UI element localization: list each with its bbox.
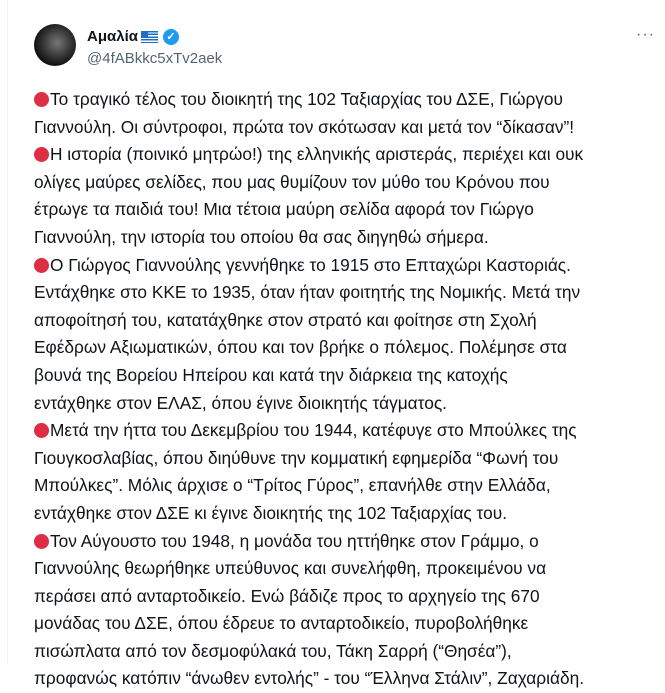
tweet-text-line (34, 141, 584, 169)
line-text: Γιαννούλη. Οι σύντροφοι, πρώτα τον σκότωσαν και μετά τον “δίκασαν”! (34, 116, 575, 137)
tweet-text-line (34, 390, 584, 418)
line-text: βουνά της Βορείου Ηπείρου και κατά την διάρκεια της κατοχής (34, 364, 508, 385)
more-options-icon[interactable]: ··· (636, 26, 655, 43)
tweet-text-line (34, 665, 584, 693)
line-text: μονάδας του ΔΣΕ, όπου έδρευε το ανταρτοδικείο, πυροβολήθηκε (34, 613, 529, 634)
line-text: Το τραγικό τέλος του διοικητή της 102 Ταξιαρχίας του ΔΣΕ, Γιώργου (50, 89, 563, 109)
line-text: προφανώς κατόπιν “άνωθεν εντολής” - του “Έλληνα Στάλιν”, Ζαχαριάδη. (34, 668, 584, 689)
line-text: Γιαννούλης θεωρήθηκε υπεύθυνος και συνελήφθη, προκειμένου να (34, 558, 547, 579)
red-circle-icon (34, 147, 49, 162)
tweet-text-line (34, 472, 584, 500)
tweet-text-line (34, 279, 584, 307)
line-text: Εφέδρων Αξιωματικών, όπου και τον βρήκε ο πόλεμος. Πολέμησε στα (34, 337, 567, 358)
line-text: αποφοίτησή του, κατατάχθηκε στον στρατό και φοίτησε στη Σχολή (34, 309, 537, 330)
red-circle-icon (34, 534, 49, 549)
line-text: πισώπλατα από τον δεσμοφύλακά του, Τάκη Σαρρή (“Θησέα”), (34, 640, 512, 661)
line-text: Γιουγκοσλαβίας, όπου διηύθυνε την κομματική εφημερίδα “Φωνή του (34, 447, 559, 468)
tweet-text-line (34, 334, 584, 362)
line-text: Η ιστορία (ποινικό μητρώο!) της ελληνικής αριστεράς, περιέχει και ουκ (50, 144, 584, 165)
tweet-text-line (34, 307, 584, 335)
line-text: περάσει από ανταρτοδικείο. Ενώ βάδιζε προς το αρχηγείο της 670 (34, 585, 540, 606)
line-text: Γιαννούλη, την ιστορία του οποίου θα σας διηγηθώ σήμερα. (34, 226, 489, 247)
tweet-text-line (34, 500, 584, 528)
author-name-row[interactable] (87, 28, 179, 45)
line-text: Μετά την ήττα του Δεκεμβρίου του 1944, κατέφυγε στο Μπούλκες της (50, 420, 577, 441)
tweet-text (34, 86, 584, 693)
tweet-text-line (34, 362, 584, 390)
tweet-text-line (34, 169, 584, 197)
tweet-text-line (34, 583, 584, 611)
tweet-text-line (34, 555, 584, 583)
tweet-text-line (34, 252, 584, 280)
line-text: έτρωγε τα παιδιά του! Μια τέτοια μαύρη σελίδα αφορά τον Γιώργο (34, 199, 534, 220)
line-text: Μπούλκες”. Μόλις άρχισε ο “Τρίτος Γύρος”, επανήλθε στην Ελλάδα, (34, 475, 551, 496)
tweet-text-line (34, 528, 584, 556)
author-name[interactable]: Αμαλία (87, 28, 138, 45)
avatar[interactable] (34, 24, 76, 66)
verified-badge-icon: ✓ (163, 29, 179, 45)
tweet-text-line (34, 224, 584, 252)
line-text: εντάχθηκε στον ΕΛΑΣ, όπου έγινε διοικητής τάγματος. (34, 392, 447, 413)
tweet-text-line (34, 445, 584, 473)
tweet-text-line (34, 417, 584, 445)
line-text: Τον Αύγουστο του 1948, η μονάδα του ηττήθηκε στον Γράμμο, ο (50, 530, 539, 551)
red-circle-icon (34, 423, 49, 438)
tweet-text-line (34, 196, 584, 224)
author-handle[interactable]: @4fABkkc5xTv2aek (87, 50, 223, 67)
line-text: Εντάχθηκε στο ΚΚΕ το 1935, όταν ήταν φοιτητής της Νομικής. Μετά την (34, 282, 581, 303)
greek-flag-icon (141, 31, 158, 43)
line-text: ολίγες μαύρες σελίδες, που μας θυμίζουν τον μύθο του Κρόνου που (34, 171, 550, 192)
tweet-text-line (34, 114, 584, 142)
line-text: Ο Γιώργος Γιαννούλης γεννήθηκε το 1915 στο Επταχώρι Καστοριάς. (50, 254, 571, 275)
tweet-text-line (34, 638, 584, 666)
tweet-card (7, 0, 665, 689)
tweet-text-line (34, 86, 584, 114)
red-circle-icon (34, 258, 49, 273)
tweet-text-line (34, 610, 584, 638)
line-text: εντάχθηκε στον ΔΣΕ κι έγινε διοικητής της 102 Ταξιαρχίας του. (34, 502, 508, 523)
red-circle-icon (34, 92, 49, 107)
